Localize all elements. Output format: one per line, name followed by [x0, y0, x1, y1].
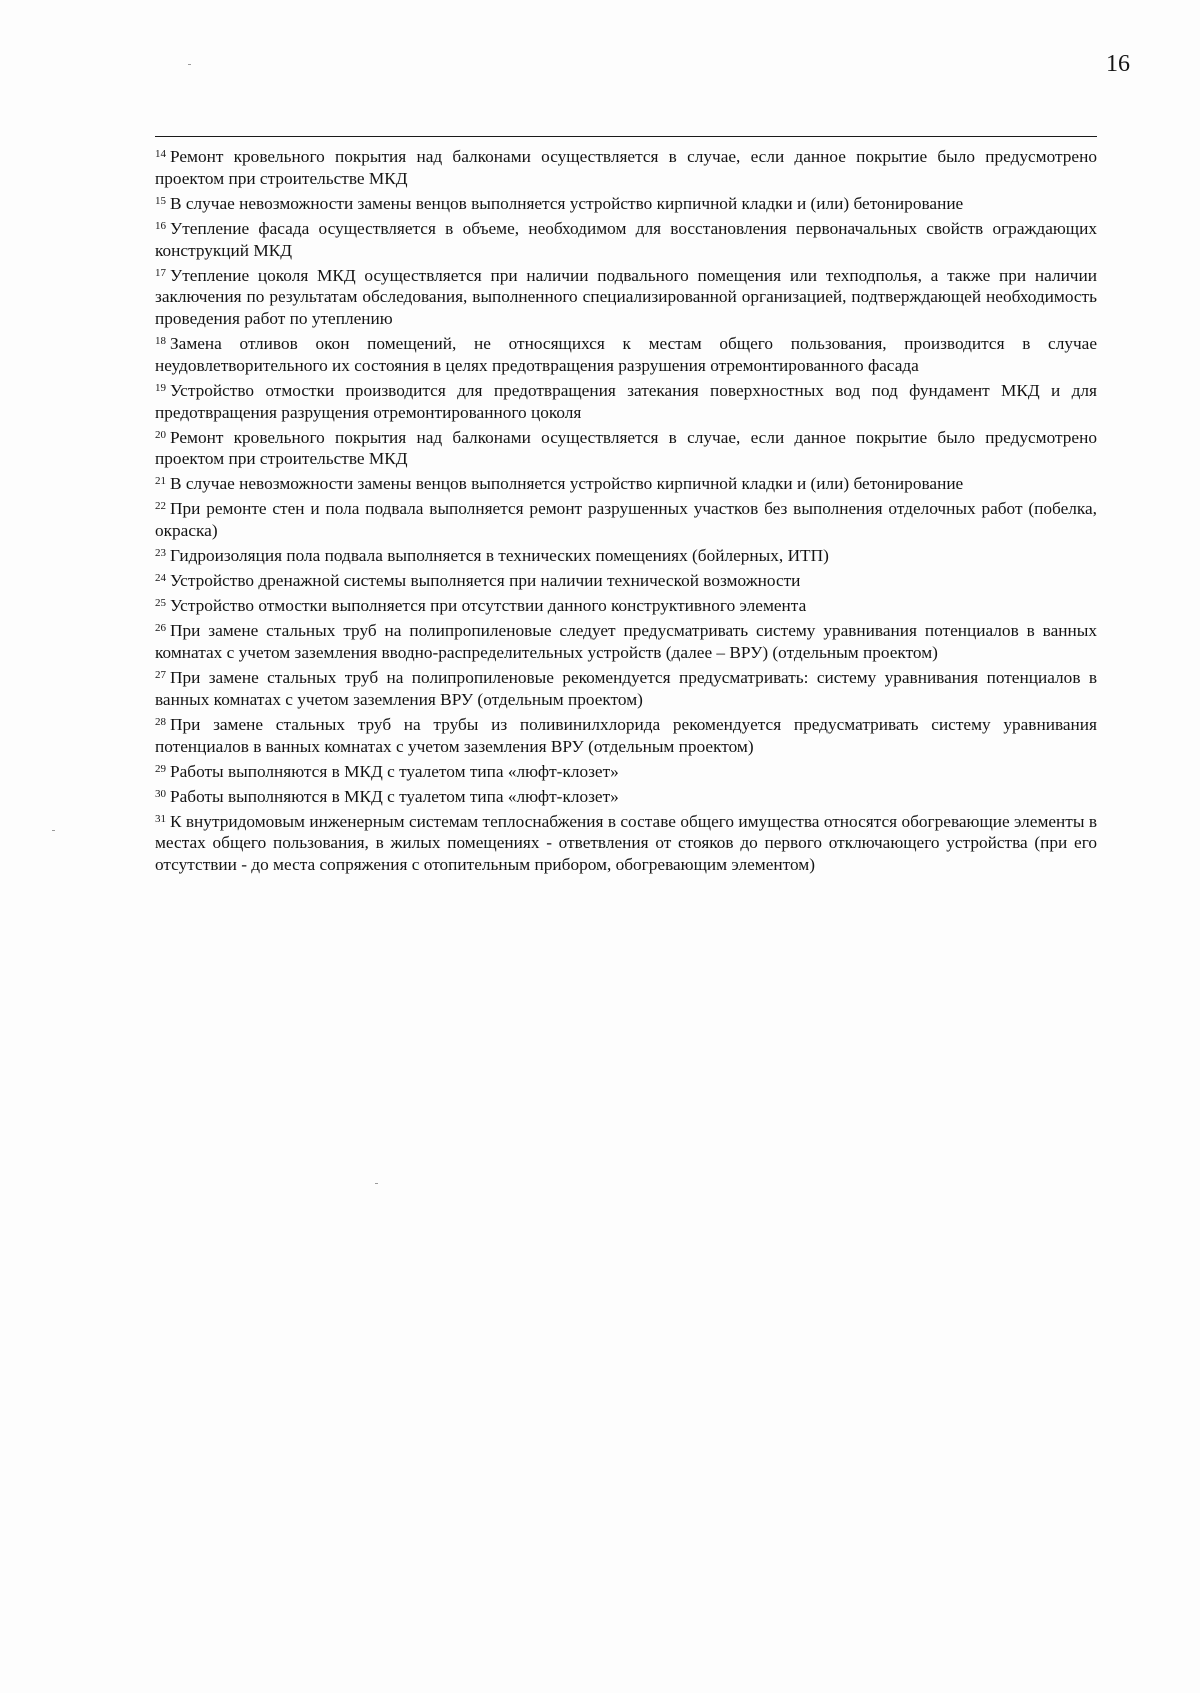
footnote-text: Ремонт кровельного покрытия над балконами осуществляется в случае, если данное покрытие было предусмотрено проектом при строительстве МКД	[155, 427, 1097, 469]
footnote-text: Замена отливов окон помещений, не относящихся к местам общего пользования, производится в случае неудовлетворительного их состояния в целях предотвращения разрушения отремонтированного фасада	[155, 334, 1097, 375]
footnote-number: 14	[155, 148, 166, 160]
footnote-text: Утепление цоколя МКД осуществляется при наличии подвального помещения или техподполья, а также при наличии заключения по результатам обследования, выполненного специализированной организацией, подтверждающей необходимость проведения работ по утеплению	[155, 265, 1097, 329]
footnote-number: 27	[155, 668, 166, 681]
footnote-18	[155, 333, 1097, 377]
scan-artifact	[375, 1183, 378, 1184]
scan-artifact	[188, 64, 191, 65]
footnote-number: 18	[155, 335, 166, 348]
footnote-number: 23	[155, 547, 166, 560]
footnote-26	[155, 620, 1097, 664]
footnote-number: 28	[155, 715, 166, 728]
footnote-text: Работы выполняются в МКД с туалетом типа «люфт-клозет»	[170, 761, 619, 781]
footnotes-list	[155, 146, 1097, 879]
footnote-number: 21	[155, 475, 166, 488]
footnote-number: 29	[155, 762, 166, 775]
footnote-number: 17	[155, 266, 166, 279]
footnote-text: В случае невозможности замены венцов выполняется устройство кирпичной кладки и (или) бетонирование	[170, 474, 964, 494]
scan-artifact	[52, 830, 55, 831]
footnote-text: При ремонте стен и пола подвала выполняется ремонт разрушенных участков без выполнения отделочных работ (побелка, окраска)	[155, 499, 1097, 541]
footnote-25	[155, 595, 1097, 617]
footnote-text: Работы выполняются в МКД с туалетом типа «люфт-клозет»	[170, 786, 619, 806]
footnote-number: 25	[155, 597, 166, 610]
footnote-20	[155, 427, 1097, 471]
footnote-text: Гидроизоляция пола подвала выполняется в технических помещениях (бойлерных, ИТП)	[170, 546, 829, 566]
footnote-number: 15	[155, 194, 166, 207]
footnote-14	[155, 146, 1097, 190]
footnote-text: Устройство отмостки выполняется при отсутствии данного конструктивного элемента	[170, 596, 807, 616]
footnote-15	[155, 193, 1097, 215]
footnote-30	[155, 786, 1097, 808]
footnote-number: 26	[155, 622, 166, 635]
footnote-21	[155, 473, 1097, 495]
footnote-31	[155, 811, 1097, 876]
footnote-27	[155, 667, 1097, 711]
footnote-text: При замене стальных труб на полипропиленовые рекомендуется предусматривать: систему уравнивания потенциалов в ванных комнатах с учетом заземления ВРУ (отдельным проектом)	[155, 667, 1097, 709]
footnote-number: 16	[155, 219, 166, 232]
footnote-17	[155, 265, 1097, 330]
footnote-16	[155, 218, 1097, 262]
footnote-19	[155, 380, 1097, 424]
footnote-number: 20	[155, 428, 166, 441]
footnote-text: Ремонт кровельного покрытия над балконами осуществляется в случае, если данное покрытие было предусмотрено проектом при строительстве МКД	[155, 147, 1097, 188]
footnote-text: Устройство дренажной системы выполняется при наличии технической возможности	[170, 571, 801, 591]
footnote-number: 30	[155, 787, 166, 800]
footnote-text: При замене стальных труб на трубы из поливинилхлорида рекомендуется предусматривать систему уравнивания потенциалов в ванных комнатах с учетом заземления ВРУ (отдельным проектом)	[155, 714, 1097, 756]
footnote-text: Утепление фасада осуществляется в объеме, необходимом для восстановления первоначальных свойств ограждающих конструкций МКД	[155, 218, 1097, 260]
footnote-text: К внутридомовым инженерным системам теплоснабжения в составе общего имущества относятся обогревающие элементы в местах общего пользования, в жилых помещениях - ответвления от стояков до первого отключающего устройства (при его отсутствии - до места сопряжения с отопительным прибором, обогревающим элементом)	[155, 811, 1097, 875]
footnote-separator	[155, 136, 1097, 137]
footnote-text: В случае невозможности замены венцов выполняется устройство кирпичной кладки и (или) бетонирование	[170, 193, 964, 213]
footnote-29	[155, 761, 1097, 783]
footnote-number: 19	[155, 381, 166, 394]
page-number: 16	[1106, 51, 1130, 77]
footnote-number: 31	[155, 812, 166, 825]
footnote-24	[155, 570, 1097, 592]
footnote-number: 24	[155, 572, 166, 585]
footnote-number: 22	[155, 500, 166, 513]
footnote-22	[155, 498, 1097, 542]
footnote-23	[155, 545, 1097, 567]
footnote-text: При замене стальных труб на полипропиленовые следует предусматривать систему уравнивания потенциалов в ванных комнатах с учетом заземления вводно-распределительных устройств (далее – ВРУ) (отдельным проектом)	[155, 621, 1097, 662]
footnote-28	[155, 714, 1097, 758]
footnote-text: Устройство отмостки производится для предотвращения затекания поверхностных вод под фундамент МКД и для предотвращения разрущения отремонтированного цоколя	[155, 380, 1097, 422]
